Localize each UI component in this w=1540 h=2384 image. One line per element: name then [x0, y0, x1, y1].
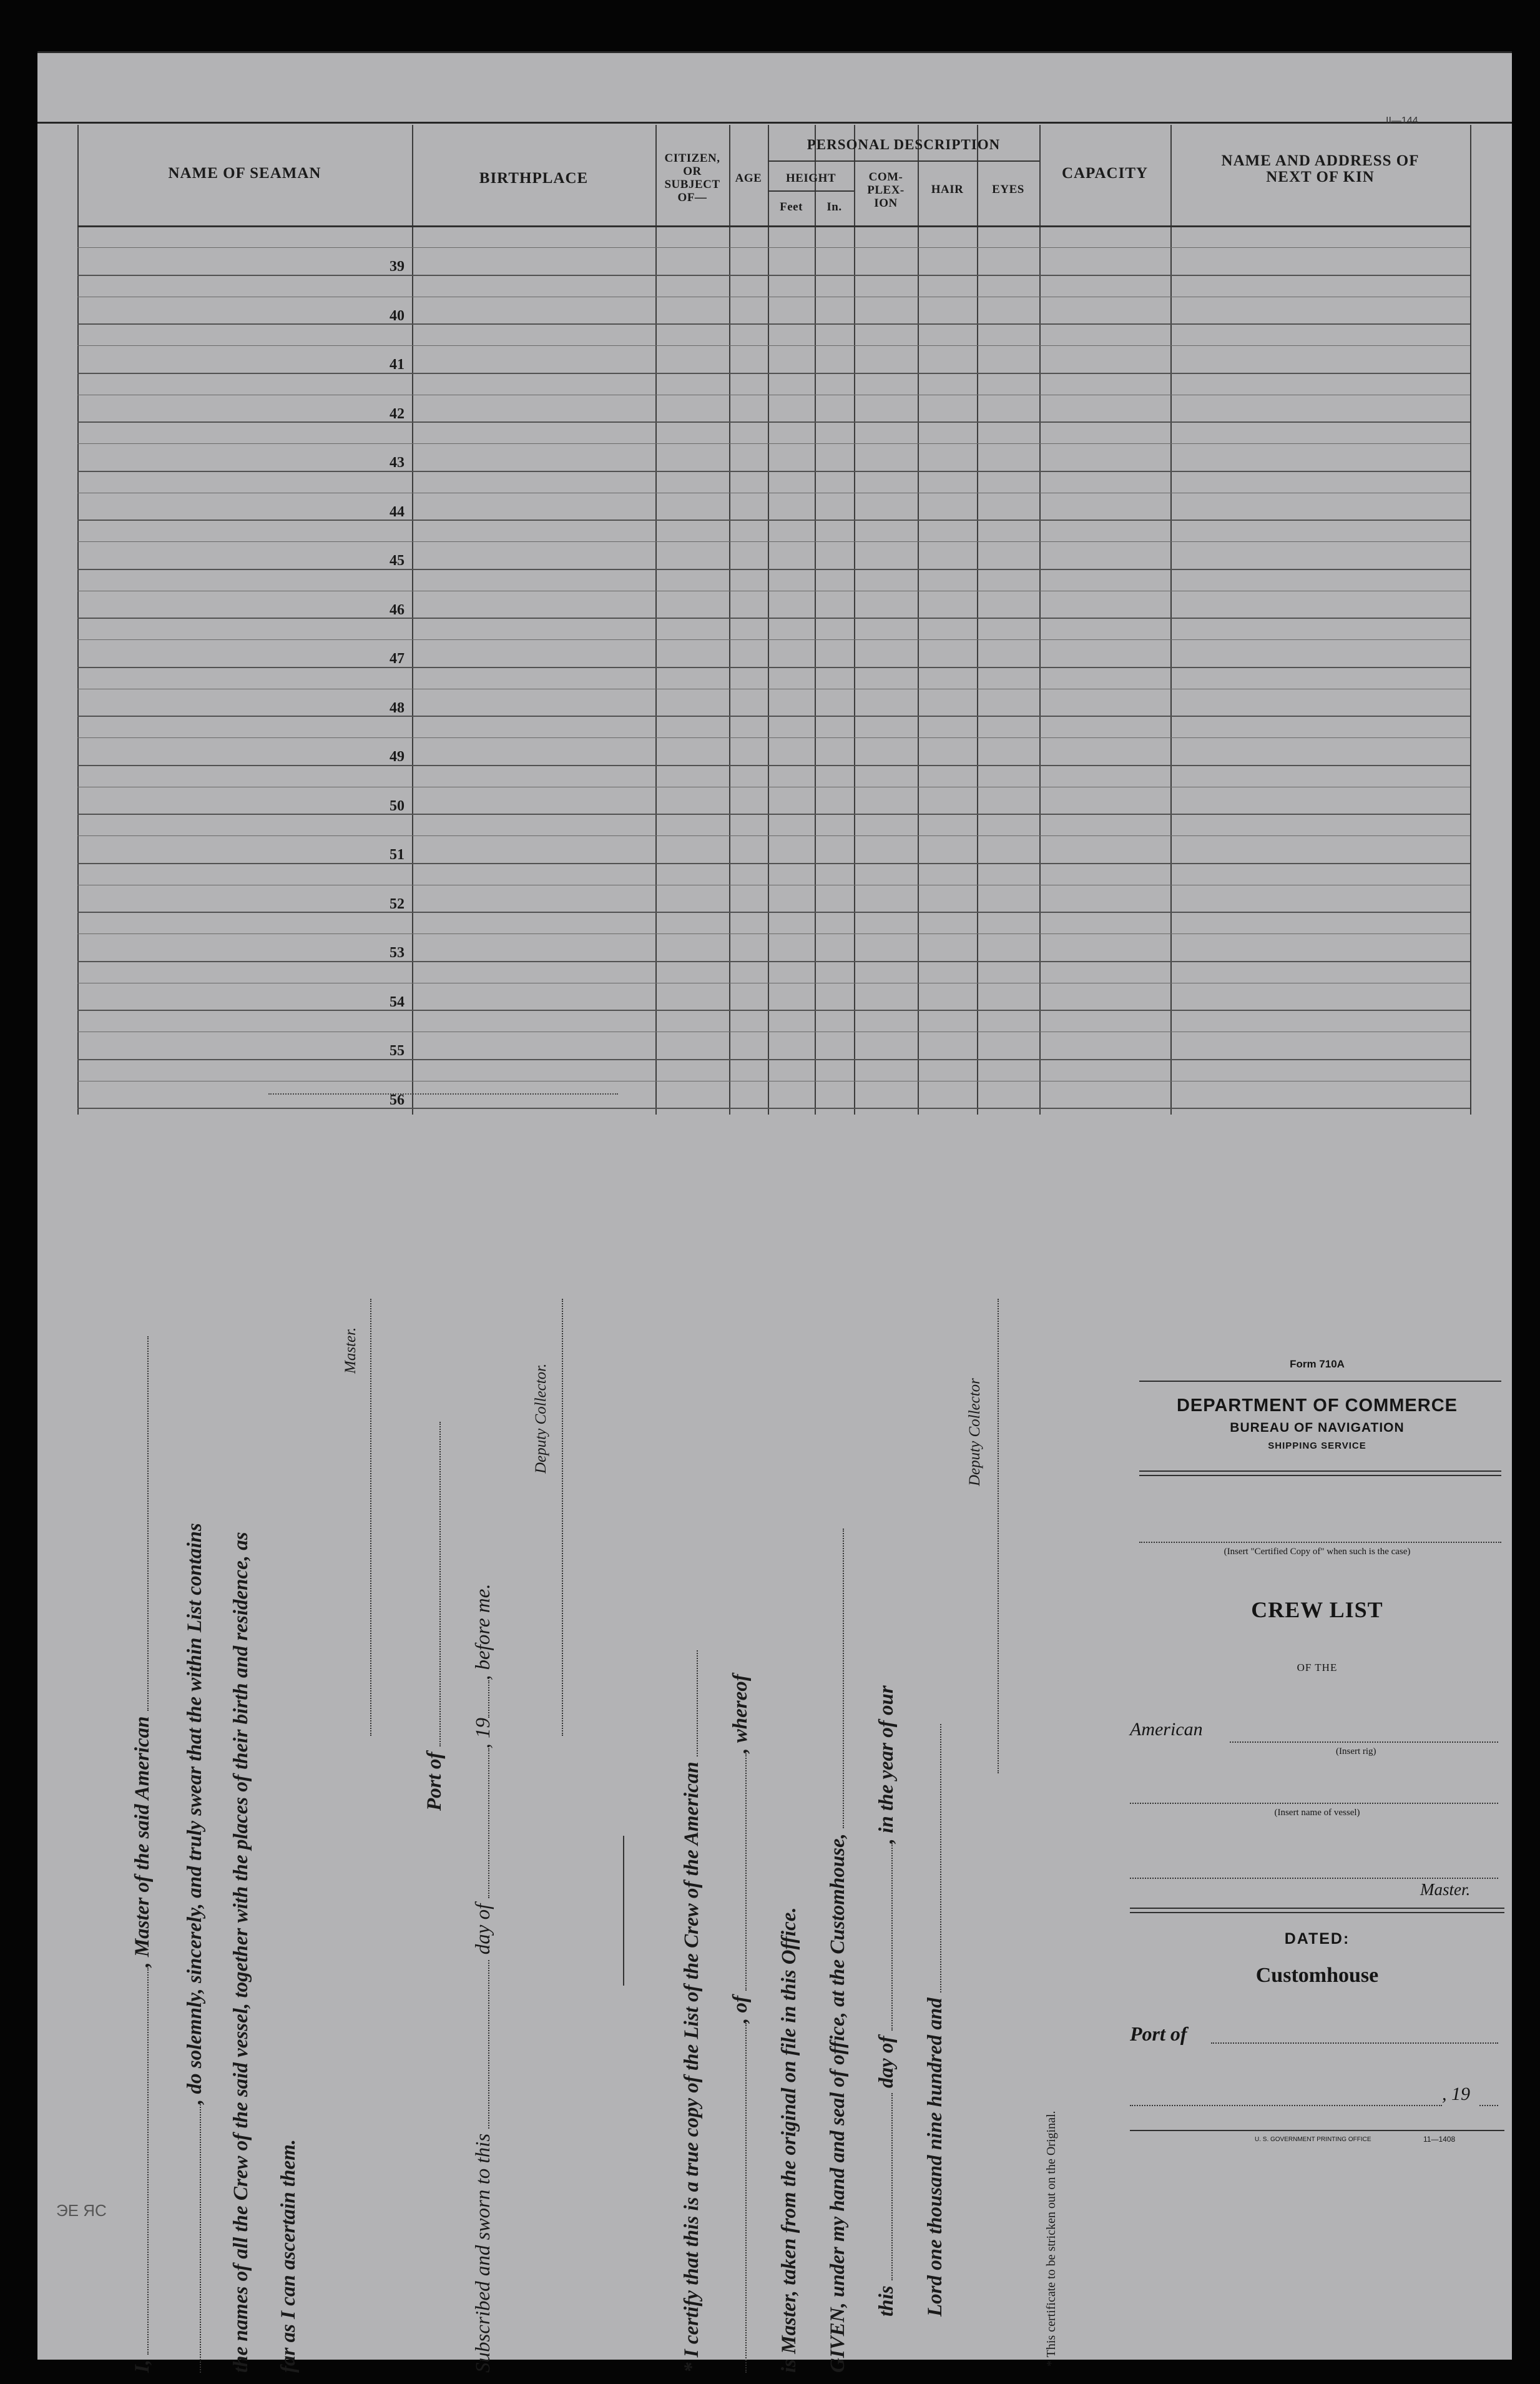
- row-rule: [77, 421, 1470, 423]
- row-rule: [77, 520, 1470, 521]
- cert-deputy-signature-line: [998, 1299, 999, 1773]
- row-rule: [77, 618, 1470, 619]
- deputy-signature-line: [562, 1299, 563, 1736]
- row-rule: [77, 275, 1470, 276]
- row-rule: [77, 716, 1470, 717]
- cert-year-blank: [923, 1724, 941, 1992]
- sworn-month-blank: [471, 1748, 489, 1898]
- row-number: 43: [390, 455, 405, 471]
- endorse-port-blank: [1211, 2042, 1498, 2044]
- endorse-rule: [1139, 1381, 1501, 1382]
- col-header-citizen: CITIZEN, OR SUBJECT OF—: [664, 152, 720, 204]
- row-number: 46: [390, 601, 405, 618]
- service-heading: SHIPPING SERVICE: [1268, 1441, 1366, 1451]
- col-header-height: HEIGHT: [785, 172, 836, 185]
- crew-list-title: CREW LIST: [1251, 1597, 1383, 1622]
- row-number: 56: [390, 1091, 405, 1108]
- endorse-rule: [1139, 1470, 1501, 1472]
- row-subrule: [77, 835, 1470, 836]
- col-line: [815, 125, 816, 1115]
- row-number: 53: [390, 945, 405, 962]
- row-number: 45: [390, 553, 405, 569]
- col-header-birthplace: BIRTHPLACE: [479, 170, 589, 187]
- endorse-year-blank: [1479, 2105, 1498, 2106]
- row-number: 40: [390, 307, 405, 324]
- col-header-personal-description: PERSONAL DESCRIPTION: [807, 137, 1001, 152]
- row-rule: [77, 1059, 1470, 1060]
- col-line: [854, 125, 855, 1115]
- col-header-inches: In.: [826, 200, 842, 214]
- port-of-line: Port of: [422, 1422, 446, 1811]
- cert-customhouse-blank: [825, 1529, 844, 1828]
- col-header-capacity: CAPACITY: [1061, 165, 1149, 182]
- table-bottom-mark: [268, 1093, 618, 1097]
- row-rule: [77, 667, 1470, 668]
- certificate-line-4: GIVEN, under my hand and seal of office, at the Customhouse,: [825, 1529, 850, 2373]
- insert-vessel-note: (Insert name of vessel): [1274, 1808, 1360, 1818]
- row-number: 44: [390, 503, 405, 520]
- oath-line-1: I, , Master of the said American: [130, 1336, 154, 2373]
- col-line: [1470, 125, 1471, 1115]
- row-number: 52: [390, 895, 405, 912]
- col-line: [918, 125, 919, 1115]
- customhouse-label: Customhouse: [1255, 1964, 1379, 1987]
- cert-port-blank: [728, 1753, 747, 1991]
- vessel-name-blank: [182, 2104, 201, 2373]
- row-number: 42: [390, 405, 405, 422]
- row-subrule: [77, 247, 1470, 248]
- oath-line-3: the names of all the Crew of the said vessel, together with the places of their birth and residence, as: [230, 1532, 252, 2373]
- col-header-complexion: COM- PLEX- ION: [867, 170, 905, 210]
- col-line: [729, 125, 730, 1115]
- col-header-hair: HAIR: [931, 183, 964, 196]
- endorse-rule: [1130, 1908, 1504, 1909]
- vessel-type-blank: [130, 1336, 149, 1711]
- master-blank: [1130, 1878, 1498, 1879]
- col-line: [768, 125, 769, 1115]
- header-subrule: [768, 190, 854, 192]
- crew-table: [37, 53, 1512, 1115]
- printer-number: 11—1408: [1423, 2135, 1456, 2144]
- document-page: [37, 51, 1512, 2373]
- table-top-rule: [37, 122, 1512, 124]
- row-rule: [77, 373, 1470, 374]
- header-bottom-rule: [77, 225, 1470, 227]
- certificate-line-2: , of , whereof: [728, 1674, 752, 2373]
- master-label: Master.: [1420, 1880, 1471, 1899]
- row-rule: [77, 1010, 1470, 1011]
- row-number: 41: [390, 357, 405, 373]
- cert-vessel-type-blank: [679, 1650, 698, 1756]
- printer-line: U. S. GOVERNMENT PRINTING OFFICE: [1255, 2136, 1371, 2143]
- row-rule: [77, 814, 1470, 815]
- col-header-eyes: EYES: [992, 183, 1024, 196]
- row-subrule: [77, 541, 1470, 542]
- col-header-name: NAME OF SEAMAN: [168, 165, 321, 182]
- row-number: 50: [390, 797, 405, 814]
- row-rule: [77, 961, 1470, 962]
- certificate-footnote: * This certificate to be stricken out on the Original.: [1044, 2111, 1058, 2367]
- col-header-feet: Feet: [780, 200, 803, 214]
- american-label: American: [1130, 1719, 1203, 1740]
- endorse-date-blank: [1130, 2105, 1442, 2106]
- row-number: 39: [390, 259, 405, 275]
- row-rule: [77, 765, 1470, 766]
- row-rule: [77, 323, 1470, 325]
- master-caption: Master.: [342, 1327, 359, 1374]
- cert-deputy-caption: Deputy Collector: [966, 1378, 983, 1486]
- certified-copy-blank: [1139, 1542, 1501, 1543]
- row-number: 54: [390, 993, 405, 1010]
- header-subrule: [768, 160, 1039, 162]
- oath-line-4: far as I can ascertain them.: [277, 2139, 300, 2373]
- row-subrule: [77, 933, 1470, 934]
- cert-month-blank: [874, 1843, 893, 2031]
- col-line: [77, 125, 79, 1115]
- certified-copy-note: (Insert "Certified Copy of" when such is the case): [1224, 1547, 1411, 1557]
- endorse-rule: [1130, 2130, 1504, 2131]
- col-line: [1170, 125, 1172, 1115]
- port-of-label: Port of: [1130, 2022, 1187, 2045]
- row-number: 51: [390, 847, 405, 864]
- year-label: , 19: [1442, 2084, 1470, 2104]
- row-rule: [77, 863, 1470, 864]
- insert-rig-note: (Insert rig): [1336, 1746, 1376, 1756]
- row-subrule: [77, 737, 1470, 738]
- certificate-line-5: this day of , in the year of our: [875, 1685, 898, 2317]
- dated-label: DATED:: [1284, 1930, 1350, 1948]
- sworn-year-blank: [471, 1680, 489, 1718]
- cert-vessel-name-blank: [728, 2023, 747, 2373]
- row-rule: [77, 912, 1470, 913]
- row-number: 47: [390, 651, 405, 667]
- row-rule: [77, 1108, 1470, 1109]
- separator-rule: [623, 1836, 624, 1986]
- col-line: [1039, 125, 1041, 1115]
- endorse-rule: [1130, 1912, 1504, 1913]
- bureau-heading: BUREAU OF NAVIGATION: [1230, 1421, 1405, 1435]
- of-the-label: OF THE: [1297, 1662, 1338, 1673]
- row-subrule: [77, 443, 1470, 444]
- cert-day-blank: [874, 2093, 893, 2280]
- department-heading: DEPARTMENT OF COMMERCE: [1176, 1396, 1458, 1416]
- port-blank: [422, 1422, 441, 1746]
- row-number: 55: [390, 1043, 405, 1060]
- row-number: 48: [390, 699, 405, 716]
- row-rule: [77, 471, 1470, 472]
- master-signature-line: [370, 1299, 371, 1736]
- endorsement-panel: [1130, 1346, 1504, 2157]
- certificate-line-1: * I certify that this is a true copy of the List of the Crew of the American: [679, 1650, 704, 2373]
- corner-number: II—144: [1386, 116, 1418, 126]
- sworn-day-blank: [471, 1960, 489, 2129]
- certificate-line-3: is Master, taken from the original on file in this Office.: [778, 1907, 800, 2373]
- margin-stamp: ЭЕ ЯС: [56, 2201, 107, 2220]
- col-line: [412, 125, 413, 1115]
- oath-block: [130, 1299, 1066, 2373]
- row-subrule: [77, 639, 1470, 640]
- row-subrule: [77, 345, 1470, 346]
- certificate-line-6: Lord one thousand nine hundred and: [923, 1724, 947, 2317]
- row-number: 49: [390, 749, 405, 766]
- form-number: Form 710A: [1290, 1358, 1345, 1370]
- row-rule: [77, 569, 1470, 570]
- col-header-age: AGE: [735, 172, 762, 185]
- col-header-next-of-kin: NAME AND ADDRESS OF NEXT OF KIN: [1221, 152, 1420, 185]
- col-line: [655, 125, 657, 1115]
- master-name-blank: [130, 1968, 149, 2355]
- deputy-caption: Deputy Collector.: [532, 1363, 549, 1474]
- col-line: [977, 125, 978, 1115]
- sworn-line: Subscribed and sworn to this day of , 19, before me.: [472, 1584, 494, 2373]
- oath-line-2: , do solemnly, sincerely, and truly swear that the within List contains: [182, 1523, 207, 2373]
- endorse-rule: [1139, 1475, 1501, 1476]
- vessel-name-blank: [1130, 1803, 1498, 1804]
- rig-blank: [1230, 1741, 1498, 1743]
